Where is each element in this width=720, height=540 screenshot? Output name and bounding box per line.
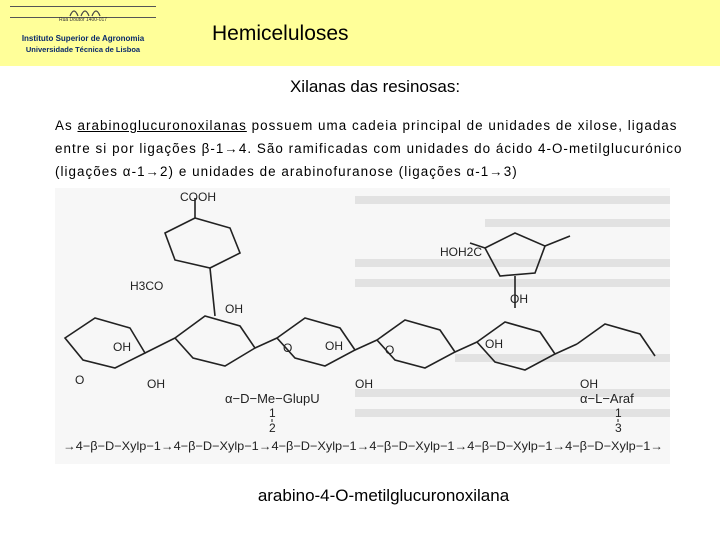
branch-left-name: α−D−Me−GlupU (225, 391, 320, 406)
logo-university-name: Universidade Técnica de Lisboa (25, 45, 141, 54)
chain-sequence: →4−β−D−Xylp−1→4−β−D−Xylp−1→4−β−D−Xylp−1→4−β−D−Xylp−1→4−β−D−Xylp−1→4−β−D−Xylp−1→ (63, 439, 663, 453)
branch-left-num-top: 1 (269, 406, 276, 420)
branch-left-num-bottom: 2 (269, 421, 276, 435)
label-hoh2c: HOH2C (440, 245, 483, 259)
branch-right-num-top: 1 (615, 406, 622, 420)
label-o-1: O (75, 373, 85, 387)
label-o-3: O (385, 343, 395, 357)
logo-small-text: Rua Doutor 1400-017 (58, 17, 108, 23)
institution-logo (8, 4, 158, 56)
header-bar (0, 0, 720, 66)
section-subtitle: Xilanas das resinosas: (289, 77, 461, 96)
label-oh-3: OH (225, 302, 243, 316)
branch-right-num-bottom: 3 (615, 421, 622, 435)
label-oh-7: OH (485, 337, 503, 351)
paragraph-intro: As (55, 118, 78, 133)
page-title: Hemiceluloses (212, 22, 349, 45)
label-oh-2: OH (147, 377, 165, 391)
label-o-2: O (283, 341, 293, 355)
label-oh-5: OH (355, 377, 373, 391)
label-oh-4: OH (325, 339, 343, 353)
background-bleed (355, 200, 670, 413)
description-paragraph (55, 114, 695, 183)
structure-figure (55, 188, 670, 464)
logo-institute-name: Instituto Superior de Agronomia (21, 34, 145, 43)
crest-icon (8, 4, 158, 18)
paragraph-term: arabinoglucuronoxilanas (77, 118, 247, 133)
label-oh-6: OH (510, 292, 528, 306)
label-oh-1: OH (113, 340, 131, 354)
label-cooh: COOH (180, 190, 216, 204)
figure-caption: arabino-4-O-metilglucuronoxilana (257, 486, 510, 505)
branch-right-name: α−L−Araf (580, 391, 634, 406)
xylan-structure-diagram (55, 188, 670, 464)
label-h3co: H3CO (130, 279, 164, 293)
paragraph-body: possuem uma cadeia principal de unidades de xilose, ligadas entre si por ligações β-1→4. São ramificadas com unidades do ácido 4-O-metilglucurónico (ligações α-1→2) e unidades de arabinofuranose (ligações α-1→3) (55, 118, 683, 179)
label-oh-8: OH (580, 377, 598, 391)
